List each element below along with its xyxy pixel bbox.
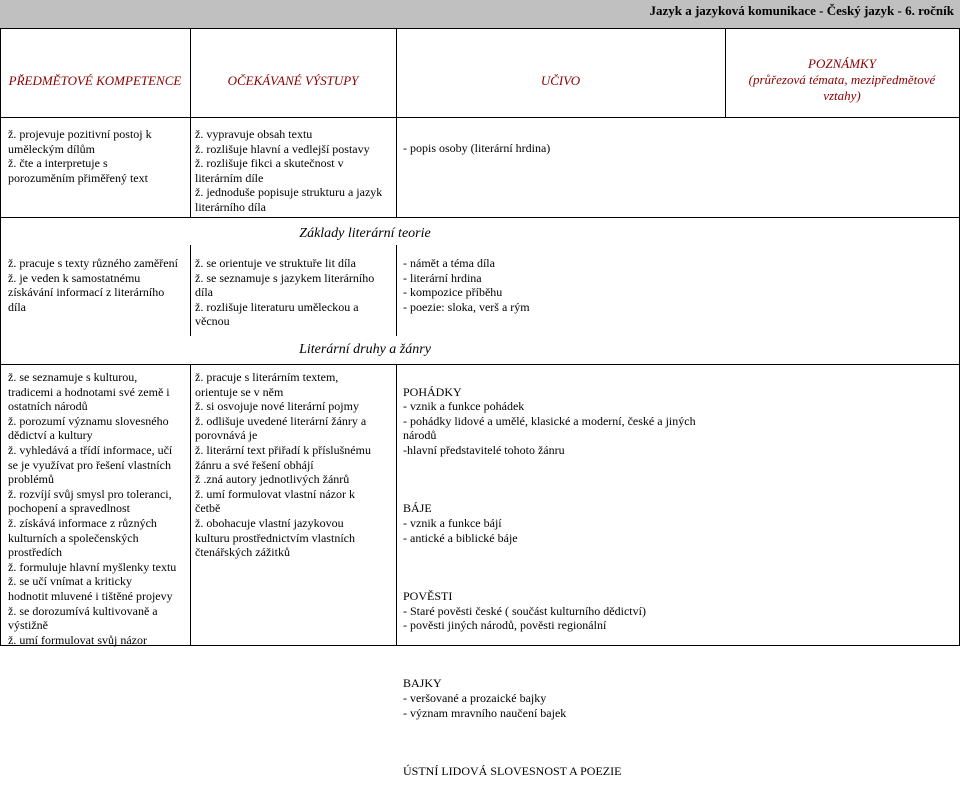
rule-row1-bottom <box>0 217 960 218</box>
curriculum-fables: BAJKY - veršované a prozaické bajky - význam mravního naučení bajek <box>403 676 567 720</box>
row3-curriculum <box>403 370 733 793</box>
section-literary-genres: Literární druhy a žánry <box>299 342 431 357</box>
row3-competence: ž. se seznamuje s kulturou, tradicemi a hodnotami své země i ostatních národů ž. porozumí významu slovesného dědictví a kultury ž. vyhledává a třídí informace, učí se je využívat pro řešení vlastních problémů ž. rozvíjí svůj smysl pro toleranci, pochopení a spravedlnost ž. získává informace z různých kulturních a společenských prostředích ž. formuluje hlavní myšlenky textu ž. se učí vnímat a kriticky hodnotit mluvené i tištěné projevy ž. se dorozumívá kultivovaně a výstižně ž. umí formulovat svůj názor <box>8 370 177 647</box>
rule-col1-a <box>190 28 191 217</box>
rule-header-bottom <box>0 117 960 118</box>
curriculum-myths: BÁJE - vznik a funkce bájí - antické a biblické báje <box>403 501 518 545</box>
header-notes-subtitle: (průřezová témata, mezipředmětové vztahy) <box>748 72 936 103</box>
row1-curriculum: - popis osoby (literární hrdina) <box>403 141 551 155</box>
row2-outputs: ž. se orientuje ve struktuře lit díla ž. se seznamuje s jazykem literárního díla ž. rozlišuje literaturu uměleckou a věcnou <box>195 256 375 329</box>
row1-outputs: ž. vypravuje obsah textu ž. rozlišuje hlavní a vedlejší postavy ž. rozlišuje fikci a skutečnost v literárním díle ž. jednoduše popisuje strukturu a jazyk literárního díla <box>195 127 383 214</box>
rule-col2-b <box>396 245 397 336</box>
row2-curriculum: - námět a téma díla - literární hrdina - kompozice příběhu - poezie: sloka, verš a rým <box>403 256 530 314</box>
header-curriculum: UČIVO <box>540 73 581 88</box>
rule-left <box>0 28 1 646</box>
row1-competence: ž. projevuje pozitivní postoj k uměleckým dílům ž. čte a interpretuje s porozuměním přiměřený text <box>8 127 152 185</box>
rule-top <box>0 28 960 29</box>
section-literary-theory: Základy literární teorie <box>299 226 431 241</box>
curriculum-fairy-tales: POHÁDKY - vznik a funkce pohádek - pohádky lidové a umělé, klasické a moderní, české a jiných národů -hlavní představitelé tohoto žánru <box>403 384 696 457</box>
curriculum-legends: POVĚSTI - Staré pověsti české ( součást kulturního dědictví) - pověsti jiných národů, pověsti regionální <box>403 588 646 633</box>
rule-col1-c <box>190 364 191 646</box>
rule-row2-bottom <box>0 364 960 365</box>
header-notes <box>735 56 949 104</box>
rule-col3 <box>725 28 726 117</box>
header-competence: PŘEDMĚTOVÉ KOMPETENCE <box>8 73 182 88</box>
rule-col2-a <box>396 28 397 217</box>
document-title: Jazyk a jazyková komunikace - Český jazyk - 6. ročník <box>0 0 960 28</box>
row3-outputs: ž. pracuje s literárním textem, orientuje se v něm ž. si osvojuje nové literární pojmy ž. odlišuje uvedené literární žánry a porovnává je ž. literární text přiřadí k příslušnému žánru a své řešení obhájí ž .zná autory jednotlivých žánrů ž. umí formulovat vlastní názor k četbě ž. obohacuje vlastní jazykovou kulturu prostřednictvím vlastních čtenářských zážitků <box>195 370 371 560</box>
row2-competence: ž. pracuje s texty různého zaměření ž. je veden k samostatnému získávání informací z literárního díla <box>8 256 178 314</box>
curriculum-folk-literature: ÚSTNÍ LIDOVÁ SLOVESNOST A POEZIE <box>403 764 622 779</box>
header-outputs: OČEKÁVANÉ VÝSTUPY <box>227 73 359 88</box>
rule-col1-b <box>190 245 191 336</box>
header-notes-title: POZNÁMKY <box>808 56 876 71</box>
rule-col2-c <box>396 364 397 646</box>
